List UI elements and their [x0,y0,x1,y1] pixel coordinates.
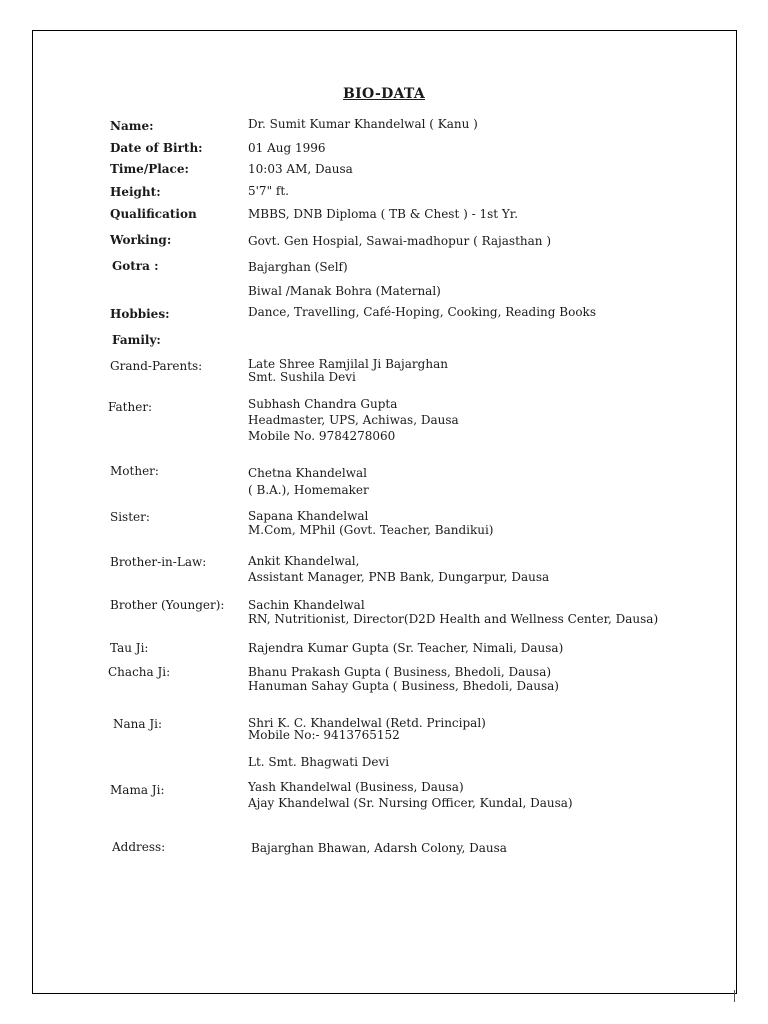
father-mobile: Mobile No. 9784278060 [248,429,396,443]
label-height: Height: [110,185,161,199]
label-mama-ji: Mama Ji: [110,783,165,797]
label-family: Family: [112,333,161,347]
label-dob: Date of Birth: [110,141,203,155]
label-sister: Sister: [110,510,150,524]
value-mama-ji [248,779,573,811]
mama-ji-2: Ajay Khandelwal (Sr. Nursing Officer, Kundal, Dausa) [248,796,573,810]
value-grand-parents [248,358,448,384]
value-brother-in-law [248,553,549,585]
mother-occupation: ( B.A.), Homemaker [248,483,369,497]
brother-name: Sachin Khandelwal [248,598,365,612]
label-nana-ji: Nana Ji: [113,717,163,731]
value-father [248,396,459,444]
value-qualification: MBBS, DNB Diploma ( TB & Chest ) - 1st Yr. [248,207,519,221]
gotra-self: Bajarghan (Self) [248,260,348,274]
label-father: Father: [108,400,153,414]
label-chacha-ji: Chacha Ji: [108,665,171,679]
grand-parent-1: Late Shree Ramjilal Ji Bajarghan [248,357,448,371]
sister-name: Sapana Khandelwal [248,509,369,523]
label-hobbies: Hobbies: [110,307,170,321]
mother-name: Chetna Khandelwal [248,466,367,480]
chacha-ji-1: Bhanu Prakash Gupta ( Business, Bhedoli, Dausa) [248,665,552,679]
value-height: 5'7" ft. [248,184,289,198]
chacha-ji-2: Hanuman Sahay Gupta ( Business, Bhedoli, Dausa) [248,679,559,693]
value-tau-ji: Rajendra Kumar Gupta (Sr. Teacher, Nimali, Dausa) [248,641,564,655]
label-mother: Mother: [110,464,159,478]
label-gotra: Gotra : [112,259,159,273]
brother-occupation: RN, Nutritionist, Director(D2D Health and Wellness Center, Dausa) [248,612,659,626]
value-chacha-ji [248,665,559,693]
label-grand-parents: Grand-Parents: [110,359,203,373]
sister-occupation: M.Com, MPhil (Govt. Teacher, Bandikui) [248,523,494,537]
value-time-place: 10:03 AM, Dausa [248,162,353,176]
brother-in-law-name: Ankit Khandelwal, [248,554,360,568]
value-mother [248,465,369,499]
value-address: Bajarghan Bhawan, Adarsh Colony, Dausa [251,841,507,855]
label-qualification: Qualification [110,207,197,221]
value-dob: 01 Aug 1996 [248,141,326,155]
label-brother-in-law: Brother-in-Law: [110,555,207,569]
label-name: Name: [110,119,154,133]
value-name: Dr. Sumit Kumar Khandelwal ( Kanu ) [248,117,478,131]
label-address: Address: [112,840,166,854]
mama-ji-1: Yash Khandelwal (Business, Dausa) [248,780,464,794]
label-tau-ji: Tau Ji: [110,641,149,655]
value-brother-younger [248,598,658,626]
document-title: BIO-DATA [342,86,426,102]
nana-ji-name: Shri K. C. Khandelwal (Retd. Principal) [248,716,486,730]
brother-in-law-occupation: Assistant Manager, PNB Bank, Dungarpur, Dausa [248,570,550,584]
value-sister [248,509,493,537]
grand-parent-2: Smt. Sushila Devi [248,370,356,384]
value-working: Govt. Gen Hospial, Sawai-madhopur ( Rajasthan ) [248,234,552,248]
father-name: Subhash Chandra Gupta [248,397,398,411]
gotra-maternal: Biwal /Manak Bohra (Maternal) [248,284,441,298]
label-working: Working: [110,233,172,247]
nana-ji-mobile: Mobile No:- 9413765152 [248,728,400,742]
page-corner-mark [734,990,735,1002]
value-nana-ji [248,717,486,741]
father-occupation: Headmaster, UPS, Achiwas, Dausa [248,413,459,427]
label-time-place: Time/Place: [110,162,189,176]
value-hobbies: Dance, Travelling, Café-Hoping, Cooking, Reading Books [248,305,596,319]
value-nani-ji: Lt. Smt. Bhagwati Devi [248,755,390,769]
label-brother-younger: Brother (Younger): [110,598,225,612]
value-gotra [248,259,441,299]
